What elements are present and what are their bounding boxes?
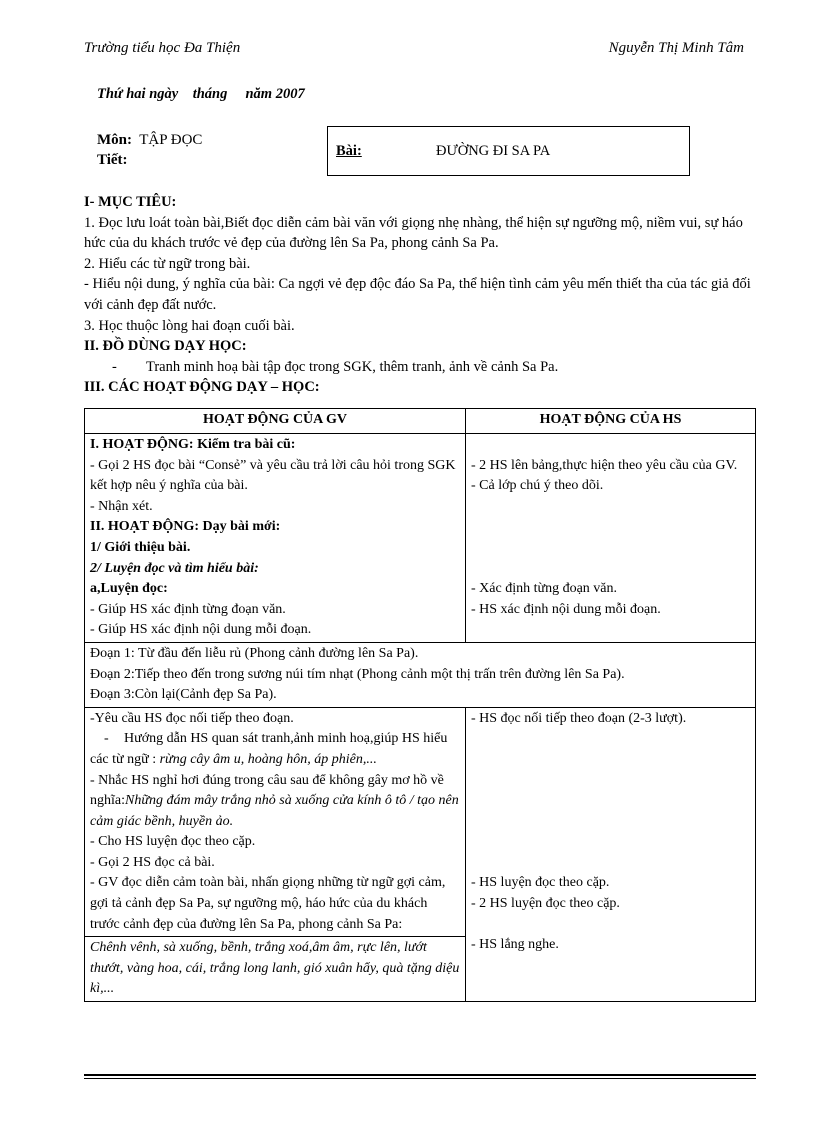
hs-step: - HS xác định nội dung mỗi đoạn.: [471, 601, 661, 617]
objective-item: - Hiểu nội dung, ý nghĩa của bài: Ca ngợi vẻ đẹp độc đáo Sa Pa, thể hiện tình cảm yêu mến thiết tha của tác giả đối với cảnh đẹp đất nước.: [84, 276, 751, 313]
gv-step: - Nhận xét.: [90, 498, 153, 514]
gv-step-guide: - Hướng dẫn HS quan sát tranh,ảnh minh hoạ,giúp HS hiểu các từ ngữ : rừng cây âm u, hoàng hôn, áp phiên,...: [90, 731, 448, 767]
materials-item: [84, 357, 756, 378]
activities-table: [84, 408, 756, 1002]
hs-step: - Xác định từng đoạn văn.: [471, 581, 617, 597]
activities-heading: III. CÁC HOẠT ĐỘNG DẠY – HỌC:: [84, 379, 320, 396]
gv-cell-review: [85, 434, 466, 643]
materials-heading: II. ĐỒ DÙNG DẠY HỌC:: [84, 338, 247, 355]
activity-title-review: I. HOẠT ĐỘNG: Kiểm tra bài cũ:: [90, 437, 296, 452]
lesson-box: [327, 126, 690, 176]
lesson-title: ĐƯỜNG ĐI SA PA: [436, 143, 551, 159]
objective-item: 1. Đọc lưu loát toàn bài,Biết đọc diễn cảm bài văn với giọng nhẹ nhàng, thể hiện sự ngưỡng mộ, niềm vui, sự háo hức của du khách trước vẻ đẹp của đường lên Sa Pa, phong cảnh Sa Pa.: [84, 214, 743, 252]
objective-item: 2. Hiểu các từ ngữ trong bài.: [84, 255, 251, 272]
school-name: Trường tiểu học Đa Thiện: [84, 40, 241, 56]
hs-step: - HS luyện đọc theo cặp.: [471, 875, 610, 891]
subject-value: TẬP ĐỌC: [139, 132, 203, 148]
period-label: Tiết:: [97, 152, 128, 168]
lesson-label: Bài:: [336, 143, 362, 159]
table-row: [85, 707, 756, 937]
hs-step: - HS đọc nối tiếp theo đoạn (2-3 lượt).: [471, 710, 687, 726]
hs-step: - 2 HS lên bảng,thực hiện theo yêu cầu của GV.: [471, 457, 738, 473]
objectives-heading: I- MỤC TIÊU:: [84, 194, 177, 210]
footer-rule: [84, 1074, 756, 1079]
gv-step: - Gọi 2 HS đọc cả bài.: [90, 854, 215, 870]
paragraph-division-cell: [85, 642, 756, 707]
table-row-paragraphs: [85, 642, 756, 707]
gv-step-pause: - Nhắc HS nghỉ hơi đúng trong câu sau để không gây mơ hồ về nghĩa:Những đám mây trắng nhỏ sà xuống cửa kính ô tô / tạo nên cảm giác bềnh, huyền ảo.: [90, 772, 459, 829]
col-header-hs: HOẠT ĐỘNG CỦA HS: [466, 409, 756, 434]
gv-step-reading: 2/ Luyện đọc và tìm hiểu bài:: [90, 560, 259, 576]
subject-block: [97, 130, 202, 170]
objective-item: 3. Học thuộc lòng hai đoạn cuối bài.: [84, 317, 295, 334]
date-line: Thứ hai ngày tháng năm 2007: [97, 86, 305, 102]
paragraph-1: Đoạn 1: Từ đầu đến liễu rủ (Phong cảnh đường lên Sa Pa).: [90, 645, 419, 661]
gv-step: - GV đọc diễn cảm toàn bài, nhấn giọng những từ ngữ gợi cảm, gợi tả cảnh đẹp Sa Pa, sự ngưỡng mộ, háo hức của du khách trước cảnh đẹp của đường lên Sa Pa, phong cảnh Sa Pa:: [90, 875, 446, 932]
paragraph-3: Đoạn 3:Còn lại(Cảnh đẹp Sa Pa).: [90, 687, 277, 703]
example-sentence: Những đám mây trắng nhỏ sà xuống cửa kính ô tô / tạo nên cảm giác bềnh, huyền ảo.: [90, 793, 459, 829]
materials-text: Tranh minh hoạ bài tập đọc trong SGK, thêm tranh, ảnh về cảnh Sa Pa.: [146, 358, 559, 375]
teacher-name: Nguyễn Thị Minh Tâm: [608, 40, 744, 56]
subject-label: Môn:: [97, 132, 132, 148]
table-header-row: [85, 409, 756, 434]
gv-step-dash: -: [104, 731, 109, 747]
gv-step: -Yêu cầu HS đọc nối tiếp theo đoạn.: [90, 710, 294, 726]
gv-step: - Giúp HS xác định nội dung mỗi đoạn.: [90, 622, 312, 638]
gv-step-practice: a,Luyện đọc:: [90, 581, 168, 597]
hs-step: - 2 HS luyện đọc theo cặp.: [471, 896, 620, 912]
gv-step: - Cho HS luyện đọc theo cặp.: [90, 834, 256, 850]
activity-title-new-lesson: II. HOẠT ĐỘNG: Dạy bài mới:: [90, 519, 281, 535]
gv-cell-reading: [85, 707, 466, 937]
materials-dash: -: [112, 358, 117, 375]
lesson-body: [84, 192, 756, 398]
hs-step: - Cả lớp chú ý theo dõi.: [471, 478, 604, 494]
hs-cell-reading: [466, 707, 756, 1001]
vocabulary-words: rừng cây âm u, hoàng hôn, áp phiên,...: [159, 751, 377, 767]
gv-step: - Giúp HS xác định từng đoạn văn.: [90, 601, 286, 617]
emphasis-words-cell: Chênh vênh, sà xuống, bềnh, trắng xoá,âm âm, rực lên, lướt thướt, vàng hoa, cái, trắng long lanh, gió xuân hẩy, quà tặng diệu kì,...: [85, 937, 466, 1002]
gv-step-intro: 1/ Giới thiệu bài.: [90, 539, 191, 555]
col-header-gv: HOẠT ĐỘNG CỦA GV: [85, 409, 466, 434]
hs-cell-review: [466, 434, 756, 643]
hs-step: - HS lắng nghe.: [471, 937, 559, 953]
paragraph-2: Đoạn 2:Tiếp theo đến trong sương núi tím nhạt (Phong cảnh một thị trấn trên đường lên Sa Pa).: [90, 666, 625, 682]
table-row: [85, 434, 756, 643]
gv-step: - Gọi 2 HS đọc bài “Consẻ” và yêu cầu trả lời câu hỏi trong SGK kết hợp nêu ý nghĩa của bài.: [90, 457, 456, 494]
